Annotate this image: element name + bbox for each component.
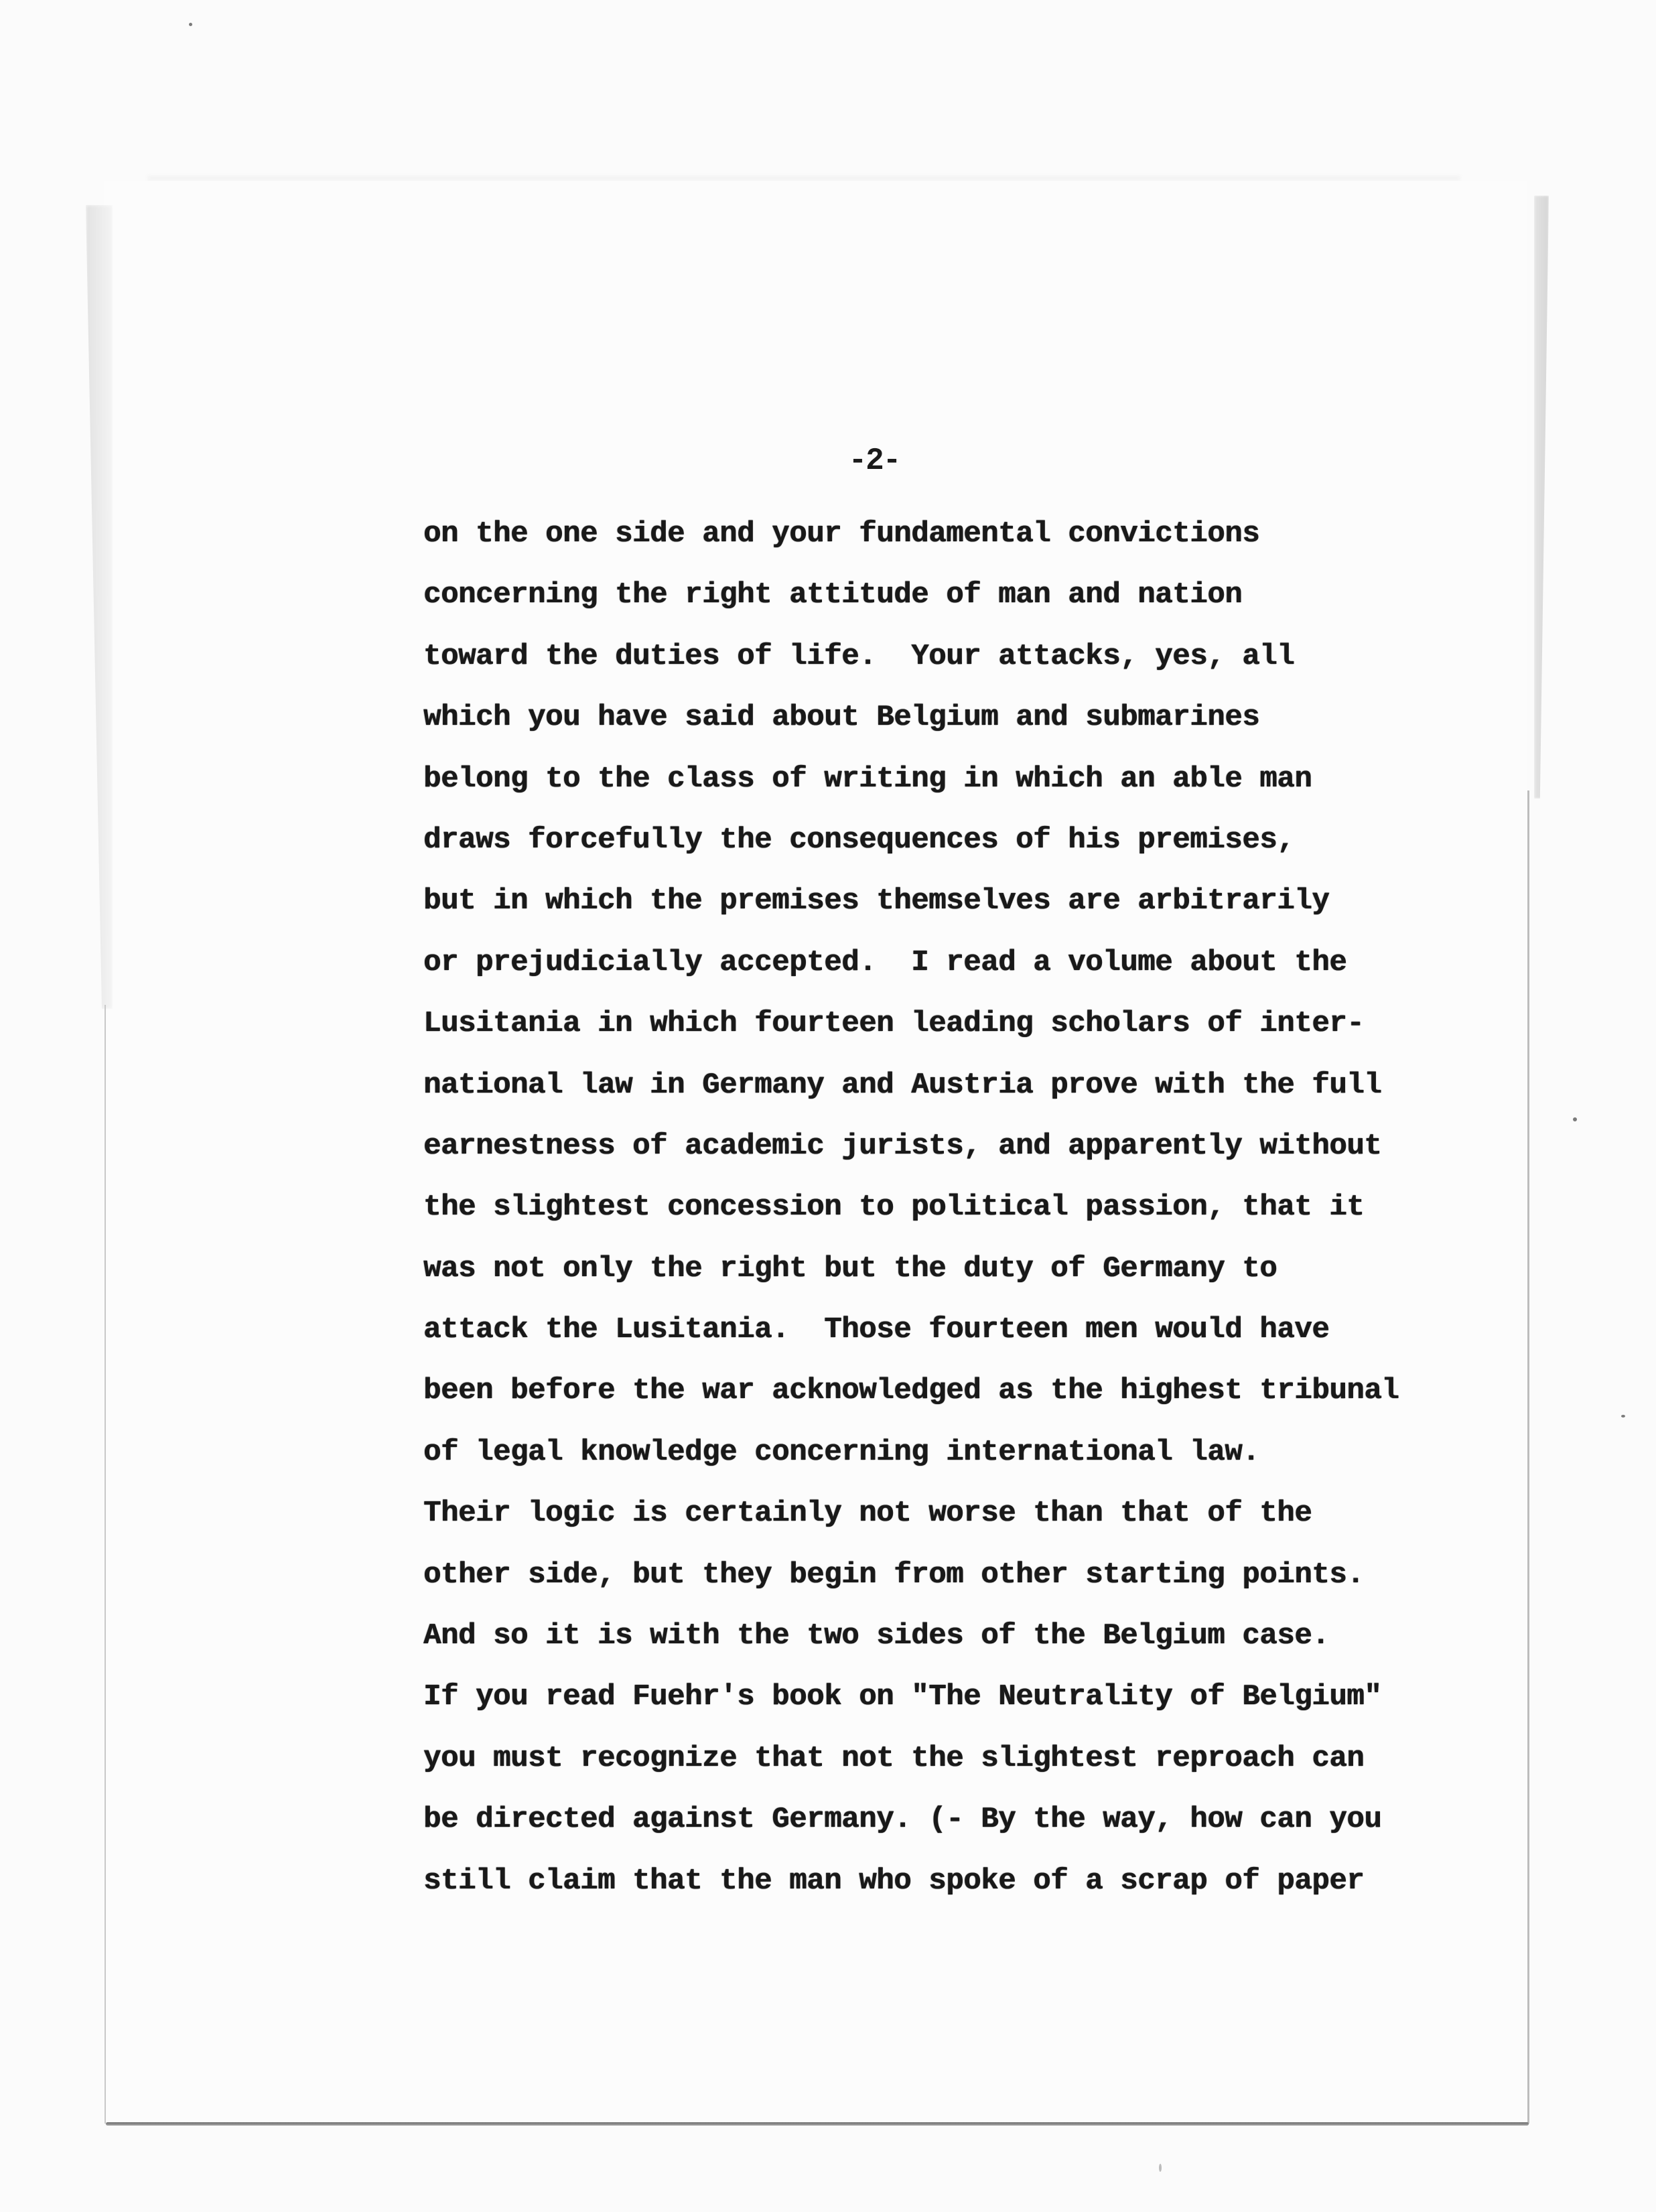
text-line: be directed against Germany. (- By the way, how can you — [423, 1803, 1382, 1837]
text-line: which you have said about Belgium and submarines — [423, 701, 1260, 735]
scan-speck — [1159, 2164, 1162, 2172]
text-line: other side, but they begin from other starting points. — [423, 1558, 1365, 1592]
text-line: still claim that the man who spoke of a scrap of paper — [423, 1864, 1365, 1898]
text-line: of legal knowledge concerning international law. — [423, 1435, 1260, 1469]
page-right-edge — [1534, 196, 1549, 799]
scan-speck — [1573, 1117, 1577, 1121]
text-line: belong to the class of writing in which an able man — [423, 762, 1312, 796]
text-line: concerning the right attitude of man and nation — [423, 578, 1243, 612]
text-line: Their logic is certainly not worse than that of the — [423, 1497, 1312, 1531]
text-line: was not only the right but the duty of Germany to — [423, 1251, 1278, 1286]
page-left-border — [105, 1005, 106, 2124]
text-line: the slightest concession to political passion, that it — [423, 1190, 1365, 1225]
text-line: draws forcefully the consequences of his premises, — [423, 823, 1295, 857]
scan-speck — [189, 23, 192, 26]
page-left-edge — [86, 205, 113, 1009]
text-line: And so it is with the two sides of the Belgium case. — [423, 1619, 1330, 1653]
scan-speck — [1621, 1415, 1625, 1418]
page-right-border — [1527, 790, 1529, 2124]
text-line: national law in Germany and Austria prove with the full — [423, 1068, 1382, 1102]
text-line: If you read Fuehr's book on "The Neutrality of Belgium" — [423, 1680, 1382, 1714]
page-bottom-border — [106, 2122, 1529, 2126]
text-line: Lusitania in which fourteen leading scholars of inter- — [423, 1007, 1365, 1041]
text-line: on the one side and your fundamental convictions — [423, 517, 1260, 551]
text-line: but in which the premises themselves are arbitrarily — [423, 884, 1330, 918]
page-number: -2- — [848, 443, 900, 478]
text-line: toward the duties of life. Your attacks, yes, all — [423, 639, 1295, 673]
text-line: earnestness of academic jurists, and apparently without — [423, 1129, 1382, 1163]
text-line: you must recognize that not the slightest reproach can — [423, 1741, 1365, 1775]
text-line: attack the Lusitania. Those fourteen men would have — [423, 1313, 1330, 1347]
text-line: or prejudicially accepted. I read a volume about the — [423, 945, 1347, 979]
text-line: been before the war acknowledged as the highest tribunal — [423, 1374, 1399, 1408]
typed-letter-body — [423, 504, 1482, 1912]
